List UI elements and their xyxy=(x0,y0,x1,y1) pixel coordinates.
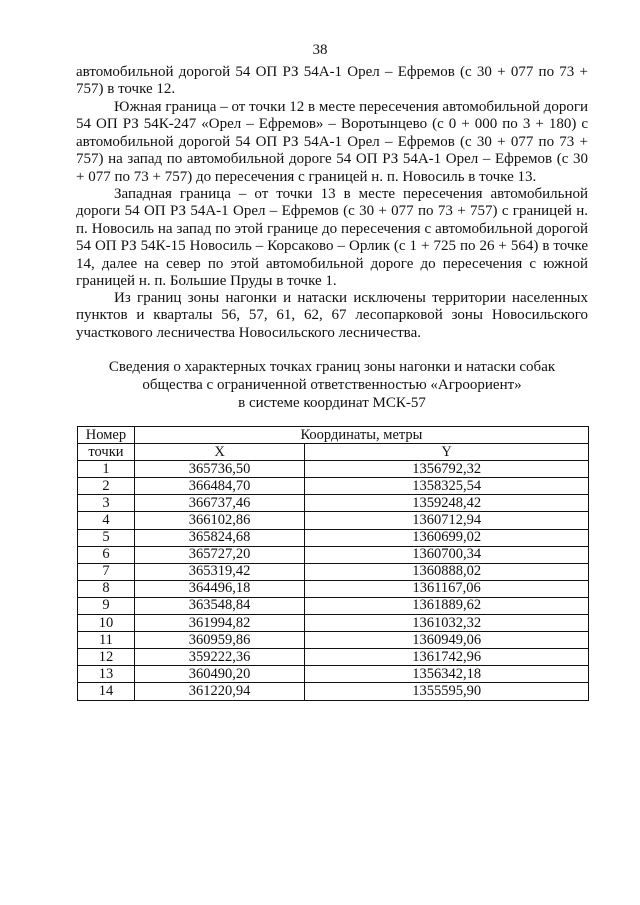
x-coordinate-cell: 364496,18 xyxy=(134,580,304,597)
point-number-cell: 5 xyxy=(78,529,135,546)
table-row xyxy=(78,649,589,666)
header-coordinates: Координаты, метры xyxy=(134,427,588,444)
x-coordinate-cell: 360490,20 xyxy=(134,666,304,683)
table-row xyxy=(78,495,589,512)
table-row xyxy=(78,615,589,632)
page-number: 38 xyxy=(312,42,328,58)
point-number-cell: 8 xyxy=(78,580,135,597)
paragraph-west-boundary: Западная граница – от точки 13 в месте пересечения автомобильной дороги 54 ОП РЗ 54А-1 Орел – Ефремов (с 30 + 077 по 73 + 757) с границей н. п. Новосиль на запад по этой границе до пересечения с автомобильной дорогой 54 ОП РЗ 54К-15 Новосиль – Корсаково – Орлик (с 1 + 725 по 26 + 564) в точке 14, далее на север по этой автомобильной дороге до пересечения с южной границей н. п. Большие Пруды в точке 1. xyxy=(76,186,588,290)
x-coordinate-cell: 361220,94 xyxy=(134,683,304,700)
paragraph-east-boundary-end: автомобильной дорогой 54 ОП РЗ 54А-1 Орел – Ефремов (с 30 + 077 по 73 + 757) в точке 12. xyxy=(76,64,588,98)
header-point-number: Номер xyxy=(78,427,135,444)
y-coordinate-cell: 1356342,18 xyxy=(305,666,589,683)
x-coordinate-cell: 365824,68 xyxy=(134,529,304,546)
y-coordinate-cell: 1360949,06 xyxy=(305,632,589,649)
point-number-cell: 6 xyxy=(78,546,135,563)
y-coordinate-cell: 1358325,54 xyxy=(305,478,589,495)
table-header-row xyxy=(78,427,589,444)
y-coordinate-cell: 1361167,06 xyxy=(305,580,589,597)
y-coordinate-cell: 1356792,32 xyxy=(305,461,589,478)
table-row xyxy=(78,461,589,478)
x-coordinate-cell: 359222,36 xyxy=(134,649,304,666)
table-row xyxy=(78,529,589,546)
x-coordinate-cell: 363548,84 xyxy=(134,597,304,614)
table-subheader-row xyxy=(78,444,589,461)
point-number-cell: 13 xyxy=(78,666,135,683)
table-row xyxy=(78,683,589,700)
x-coordinate-cell: 365727,20 xyxy=(134,546,304,563)
x-coordinate-cell: 366737,46 xyxy=(134,495,304,512)
y-coordinate-cell: 1360699,02 xyxy=(305,529,589,546)
y-coordinate-cell: 1361032,32 xyxy=(305,615,589,632)
point-number-cell: 11 xyxy=(78,632,135,649)
point-number-cell: 3 xyxy=(78,495,135,512)
point-number-cell: 12 xyxy=(78,649,135,666)
point-number-cell: 10 xyxy=(78,615,135,632)
point-number-cell: 7 xyxy=(78,563,135,580)
paragraph-south-boundary: Южная граница – от точки 12 в месте пересечения автомобильной дороги 54 ОП РЗ 54К-247 «Орел – Ефремов» – Воротынцево (с 0 + 000 по 3 + 180) с автомобильной дорогой 54 ОП РЗ 54А-1 Орел – Ефремов (с 30 + 077 по 73 + 757) на запад по автомобильной дороге 54 ОП РЗ 54А-1 Орел – Ефремов (с 30 + 077 по 73 + 757) до пересечения с границей н. п. Новосиль в точке 13. xyxy=(76,99,588,185)
table-row xyxy=(78,597,589,614)
header-y: Y xyxy=(305,444,589,461)
table-row xyxy=(78,666,589,683)
table-row xyxy=(78,563,589,580)
y-coordinate-cell: 1360888,02 xyxy=(305,563,589,580)
point-number-cell: 9 xyxy=(78,597,135,614)
table-caption xyxy=(76,358,588,412)
x-coordinate-cell: 366484,70 xyxy=(134,478,304,495)
table-row xyxy=(78,580,589,597)
caption-line: в системе координат МСК-57 xyxy=(238,395,426,411)
x-coordinate-cell: 365736,50 xyxy=(134,461,304,478)
x-coordinate-cell: 361994,82 xyxy=(134,615,304,632)
x-coordinate-cell: 365319,42 xyxy=(134,563,304,580)
x-coordinate-cell: 366102,86 xyxy=(134,512,304,529)
header-x: X xyxy=(134,444,304,461)
table-row xyxy=(78,478,589,495)
y-coordinate-cell: 1361742,96 xyxy=(305,649,589,666)
y-coordinate-cell: 1360712,94 xyxy=(305,512,589,529)
point-number-cell: 4 xyxy=(78,512,135,529)
y-coordinate-cell: 1360700,34 xyxy=(305,546,589,563)
header-point-number-cont: точки xyxy=(78,444,135,461)
y-coordinate-cell: 1359248,42 xyxy=(305,495,589,512)
table-row xyxy=(78,546,589,563)
caption-line: общества с ограниченной ответственностью «Агроориент» xyxy=(142,377,522,393)
y-coordinate-cell: 1355595,90 xyxy=(305,683,589,700)
table-row xyxy=(78,632,589,649)
point-number-cell: 14 xyxy=(78,683,135,700)
caption-line: Сведения о характерных точках границ зоны нагонки и натаски собак xyxy=(108,359,556,375)
point-number-cell: 2 xyxy=(78,478,135,495)
table-row xyxy=(78,512,589,529)
point-number-cell: 1 xyxy=(78,461,135,478)
coordinates-table xyxy=(77,426,589,701)
paragraph-exclusions: Из границ зоны нагонки и натаски исключены территории населенных пунктов и кварталы 56, 57, 61, 62, 67 лесопарковой зоны Новосильского участкового лесничества Новосильского лесничества. xyxy=(76,290,588,341)
x-coordinate-cell: 360959,86 xyxy=(134,632,304,649)
y-coordinate-cell: 1361889,62 xyxy=(305,597,589,614)
